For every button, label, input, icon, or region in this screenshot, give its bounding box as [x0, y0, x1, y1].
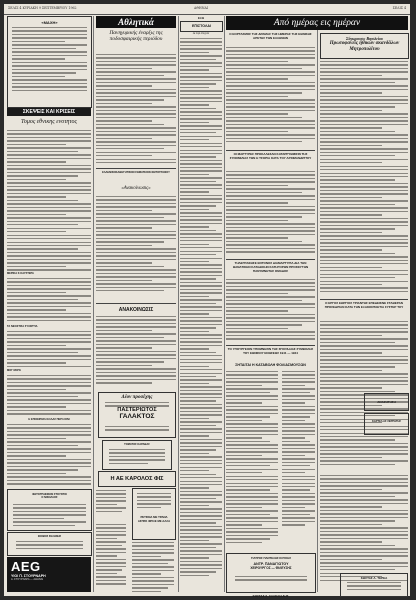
column-rule: [224, 16, 225, 592]
announcement-title: ΑΝΑΚΟΙΝΩΣΙΣ: [118, 307, 154, 313]
small-box: [364, 393, 409, 411]
retsina-line-2: ΑΣΠΡΑ ΦΡΙΞΕ ΜΕ ΑΛΛΑ: [137, 519, 171, 523]
section-title: ΣΚΕΨΕΙΣ ΚΑΙ ΚΡΙΣΕΙΣ: [22, 109, 76, 115]
column-1: [7, 16, 91, 592]
rule: [226, 345, 315, 346]
header-paper-name: ΑΘΗΝΑΙ: [194, 6, 209, 10]
letters-body: [180, 38, 222, 594]
ad-phoivos: [7, 532, 92, 556]
headline: Ο ΕΟΡΤΑΣΜΟΣ ΤΗΣ ΔΡΑΜΑΣ ΤΗΣ ΗΜΕΡΑΣ ΤΗΣ ΕΘΝΙΚΗΣ ΑΡΕΤΗΣ ΤΩΝ ΕΛΛΗΝΩΝ: [229, 32, 312, 40]
top-story-box: [320, 33, 409, 59]
column-2: [96, 16, 176, 592]
article-body: [7, 424, 91, 486]
rule: [226, 150, 315, 151]
retsina-text: [137, 493, 171, 510]
rule: [226, 259, 315, 260]
milk-line-1: Δέον προσέχης: [121, 395, 153, 400]
notice-title: ΕΛΛΗΝΙΚΟΚΑΘΗΓΗΤΙΚΟΝ ΣΩΜΑΤΕΙΟΝ ΦΩΤΟΓΡΑΦΟΥ: [102, 171, 170, 174]
ad-aeg: [7, 557, 91, 592]
article-body: [226, 171, 315, 257]
top-story-kicker: Σύγκρουσις Βασιλείου: [346, 36, 383, 41]
sports-headline: Πανηγυρικής έναρξις της ποδοσφαιρικής περιόδου: [109, 30, 163, 43]
subhead: ΤΑ ΝΕΟΧΤΙΣΑ ΣΥΧΧΡΤΙΑ: [7, 325, 38, 328]
column-rule: [93, 16, 94, 592]
ad-retsina: [132, 488, 176, 540]
classified-column: [282, 371, 315, 531]
article-body: [226, 279, 315, 343]
masthead-title: «ΜΑΧΗ»: [41, 20, 58, 25]
column-rule: [178, 16, 179, 592]
ad-karolos: [98, 471, 176, 487]
sports-banner-title: Αθλητικά: [118, 17, 154, 27]
small-notice: [96, 490, 126, 520]
sports-banner: [96, 16, 176, 28]
page-header-strip: [4, 4, 410, 15]
small-box-text: ΑΝΑΖΗΤΗΣΗ: [377, 400, 396, 404]
ad-restaurant: [102, 440, 172, 470]
announcement-body: [96, 316, 176, 388]
restaurant-title: ΤΟΜΑΤΟΣ ΚΑΡΑΒΑΣ: [124, 443, 150, 446]
article-headline: Τομος εθνικης ενοτητος: [21, 119, 77, 125]
bottom-ad: [340, 573, 408, 597]
rule: [320, 299, 408, 300]
rule: [96, 303, 176, 304]
newspaper-page: [4, 4, 410, 596]
article-body: [7, 375, 91, 417]
headline: ΤΗΛΕΓΡΑΦΗΣΕ ΕΝΤΟΝΟΣ ΔΙΑΜΑΡΤΥΡΙΑ ΔΙΑ ΤΗΝ ΘΑΝΑΤΙΚΗΝ ΚΑΤΑΔΙΚΗΝ ΚΑΤΗΓΟΡΩΝ ΠΡΟΣΦΥΓΩΝ ΠΑΝΥΜΝΗΤΗΣ ΟΜΑΔΟΣ: [232, 261, 309, 273]
top-story-headline: Πρωτοφανείς ήθικών σκανδάλων Μητροπολίτου: [329, 41, 400, 52]
ad-text: [13, 504, 86, 528]
ad-photo-studio: [7, 489, 92, 531]
header-date: ΣΕΛΙΣ 4 ΚΥΡΙΑΚΗ 9 ΣΕΠΤΕΜΒΡΙΟΥ 1962: [8, 6, 77, 10]
header-page-number: ΣΕΛΙΣ 4: [392, 6, 406, 10]
narrow-header-text: ΕΞΩ: [198, 16, 204, 20]
ad-title: ΦΩΤΟΓΡΑΦΙΚΟΝ ΣΤΟΥΝΤΙΟ: [32, 493, 67, 496]
ad-surgeon: [226, 553, 316, 593]
sports-body: [96, 54, 176, 166]
headline: ΤΟ ΥΠΟΥΡΓΕΙΟΝ ΥΠΟΜΝΗΣΙΝ ΤΗΣ ΣΠΟΥΔΑΙΑΣ ΣΥΜΒΟΛΗΣ ΤΟΥ ΕΘΝΙΚΟΥ ΕΝΩΣΕΩΣ 1941 — 1944: [227, 347, 314, 355]
karolos-title: Η ΑΕ ΚΑΡΟΛΟΣ ΦΙΣ: [110, 476, 164, 482]
headline: Ο ΕΡΓΟΣ ΕΩΡΓΙΟΣ ΤΡΙΑΝΤΗΣ ΕΠΕΔΕΙΚΝΕ ΣΤΑΘΕΡΑΝ ΠΡΟΣΕΔΡΙΑΝ ΚΑΤΑ ΤΗΝ ΕΞΑΚΟΝΤΑΕΤΙΑ ΣΥΣΤΕΡ ΤΟΥ: [324, 301, 404, 309]
bottom-ad-title: ΚΩΣΤΑΣ Α. ΤΕΡΕΑ: [360, 576, 388, 580]
small-notice: [132, 542, 174, 594]
ad-milk: [98, 392, 176, 438]
aeg-company: ΥΙΟΙ Π. ΣΤΟΥΡΝΑΡΗ: [11, 574, 46, 578]
column-rule: [317, 16, 318, 592]
column-4: [226, 32, 315, 598]
restaurant-text: [109, 449, 165, 466]
aeg-address: Α. ΣΤΟΥΡΝΑΡΑ — ΑΘΗΝΑΙ: [11, 578, 44, 581]
milk-text: [105, 426, 169, 433]
retsina-line-1: ΡΕΤΣΙΝΑ ΜΕ ΤΡΑΝΑ: [140, 515, 168, 519]
article-body: [7, 130, 91, 275]
subhead: ΜΕΡΙΚΑ Κ ΚΑΥΣΤΕΡΑ: [7, 272, 34, 275]
masthead-box: [7, 16, 92, 108]
article-body: [7, 278, 91, 324]
column-3: [180, 16, 222, 592]
notice-subtitle: «Ανακοίνωσις»: [121, 186, 151, 191]
surgeon-line-3: ΧΕΙΡΟΥΡΓΟΣ — ΦΙΛΕΥΣΗΣ: [250, 566, 292, 570]
small-box-text: ΚΑΡΤΕΛ ΑΣ ΣΕΡΡΗΤΗΣ: [372, 420, 401, 423]
small-notice: [96, 524, 126, 594]
headline: ΣΗΤΑΙΤΑΙ Η ΚΑΤΑΒΟΛΗ ΦΟΛΙΑΣΜΟΥΣΩΝ: [235, 363, 306, 367]
milk-text: [105, 402, 169, 409]
column-5: [320, 33, 408, 592]
article-body: [320, 475, 408, 585]
day-to-day-banner: [226, 16, 408, 30]
surgeon-line-2: ΑΝΤΡ. ΠΑΝΑΓΙΩΤΟΥ: [253, 562, 289, 566]
ad-subtitle: Ο ΝΙΚΟΛΑΟΣ: [41, 496, 58, 499]
bottom-name: ΚΩΣΤΑΣ Σ. ΧΑΛΚΑΙΑΔΗΣ: [252, 594, 289, 598]
surgeon-text: [235, 576, 307, 583]
day-to-day-title: Από ημέρας εις ημέραν: [273, 18, 361, 28]
bottom-ad-text: [347, 582, 401, 592]
article-body: [226, 47, 315, 147]
aeg-logo: AEG: [11, 559, 41, 574]
letters-box: [180, 21, 223, 32]
rule: [96, 168, 176, 169]
section-banner: [7, 108, 91, 116]
small-box: [364, 413, 409, 435]
letters-subhead: Αι περί στοιχεία: [192, 32, 210, 35]
masthead-text: [12, 27, 87, 93]
ad-text: [16, 541, 83, 551]
headline: ΟΙ ΜΑΡΤΥΡΕΣ ΠΡΟΚΑΛΕΣΑΝ ΚΑΤΑΡΡΥΘΜΙΣΙΝ ΤΗΣ ΣΥΝΟΜΙΛΙΑΣ ΤΩΝ Η ΤΣΟΡΙΑ ΚΑΤΑ ΤΟΥ ΑΡΧΙΜΑΝΔΡΙΤΟΥ: [229, 152, 312, 160]
subhead: Η ΕΠΙΧΕΙΡΗΣΗ ΕΛΛΑΣ ΠΕΡΙ ΛΟΝΙ: [28, 418, 70, 421]
narrow-header: [180, 16, 222, 20]
surgeon-line-1: ΓΙΑΤΡΟΣ ΠΑΝΤΕΛΗΣ ΚΟΥΚΗΣ: [251, 556, 291, 560]
subhead: ΜΟΓ ΜΟΓΕ: [7, 369, 21, 372]
article-body: [7, 331, 91, 369]
letters-label: ΕΠΙΣΤΟΛΑΙ: [192, 24, 211, 28]
milk-line-2: ΠΑΣΤΕΡΙΩΤΟΣ: [117, 407, 157, 413]
ad-title: ΦΟΙΒΟΣ ΣΕΛΗΝΗΣ: [37, 535, 62, 538]
article-body: [226, 371, 278, 549]
notice-body: [96, 196, 176, 296]
milk-line-3: ΓΑΛΑΚΤΟΣ: [119, 413, 155, 420]
top-story-body: [320, 61, 408, 297]
